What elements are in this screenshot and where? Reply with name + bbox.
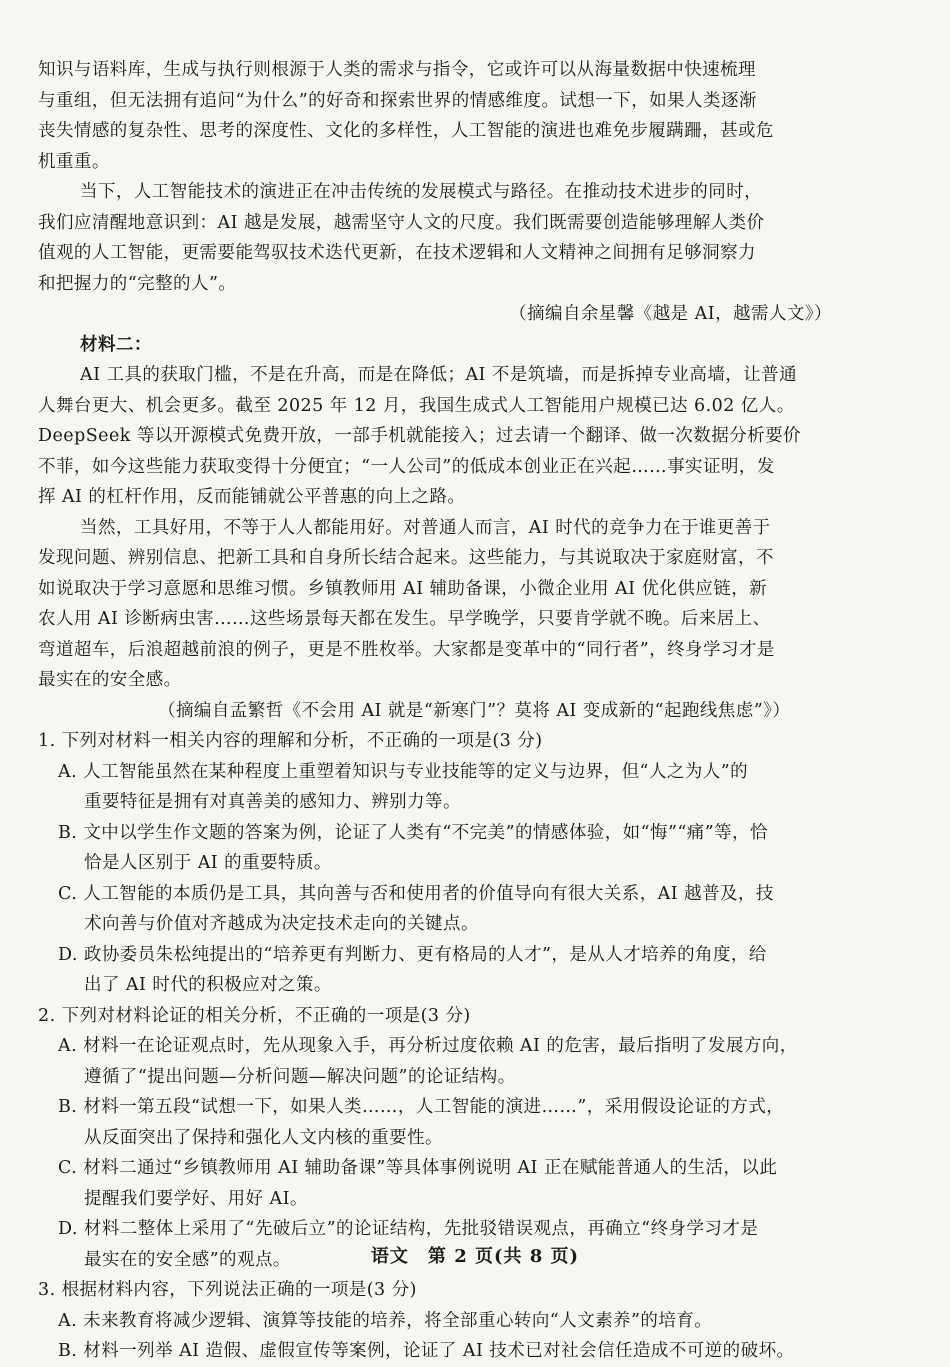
text-line: AI 工具的获取门槛，不是在升高，而是在降低；AI 不是筑墙，而是拆掉专业高墙，让普通 — [80, 365, 798, 385]
text-line: A. 未来教育将减少逻辑、演算等技能的培养，将全部重心转向“人文素养”的培育。 — [58, 1310, 713, 1331]
text-line: 丧失情感的复杂性、思考的深度性、文化的多样性，人工智能的演进也难免步履蹒跚，甚或危 — [38, 121, 774, 141]
text-line: A. 材料一在论证观点时，先从现象入手，再分析过度依赖 AI 的危害，最后指明了发展方向， — [58, 1036, 798, 1056]
text-line: 术向善与价值对齐越成为决定技术走向的关键点。 — [84, 914, 479, 934]
text-line: 人舞台更大、机会更多。截至 2025 年 12 月，我国生成式人工智能用户规模已达 6.02 亿人。 — [38, 395, 795, 416]
text-line: 值观的人工智能，更需要能驾驭技术迭代更新，在技术逻辑和人文精神之间拥有足够洞察力 — [38, 243, 756, 263]
text-line: A. 人工智能虽然在某种程度上重塑着知识与专业技能等的定义与边界，但“人之为人”的 — [58, 761, 749, 782]
text-line: B. 材料一列举 AI 造假、虚假宣传等案例，论证了 AI 技术已对社会信任造成不可逆的破坏。 — [58, 1341, 795, 1361]
text-line: 遵循了“提出问题—分析问题—解决问题”的论证结构。 — [84, 1066, 516, 1087]
text-line: 与重组，但无法拥有追问“为什么”的好奇和探索世界的情感维度。试想一下，如果人类逐渐 — [38, 90, 757, 111]
text-line: 当然，工具好用，不等于人人都能用好。对普通人而言，AI 时代的竞争力在于谁更善于 — [80, 517, 771, 538]
text-line: 如说取决于学习意愿和思维习惯。乡镇教师用 AI 辅助备课，小微企业用 AI 优化供应链，新 — [38, 578, 768, 599]
text-line: （摘编自余星馨《越是 AI，越需人文》） — [509, 304, 832, 324]
exam-page-body — [38, 55, 838, 1367]
text-line: 从反面突出了保持和强化人文内核的重要性。 — [84, 1127, 443, 1148]
text-line: 恰是人区别于 AI 的重要特质。 — [84, 853, 332, 873]
text-line: C. 材料二通过“乡镇教师用 AI 辅助备课”等具体事例说明 AI 正在赋能普通人的生活，以此 — [58, 1158, 778, 1178]
text-line: DeepSeek 等以开源模式免费开放，一部手机就能接入；过去请一个翻译、做一次数据分析要价 — [38, 426, 802, 446]
text-line: 出了 AI 时代的积极应对之策。 — [84, 975, 332, 995]
text-line: 机重重。 — [38, 151, 110, 172]
text-line: 挥 AI 的杠杆作用，反而能铺就公平普惠的向上之路。 — [38, 487, 466, 507]
text-line: 弯道超车，后浪超越前浪的例子，更是不胜枚举。大家都是变革中的“同行者”，终身学习才是 — [38, 639, 775, 660]
text-line: 材料二： — [80, 334, 152, 355]
text-line: 提醒我们要学好、用好 AI。 — [84, 1188, 308, 1209]
text-line: 1. 下列对材料一相关内容的理解和分析，不正确的一项是(3 分) — [38, 731, 543, 751]
text-line: 当下，人工智能技术的演进正在冲击传统的发展模式与路径。在推动技术进步的同时， — [80, 182, 763, 202]
text-line: 和把握力的“完整的人”。 — [38, 273, 237, 294]
text-line: 不菲，如今这些能力获取变得十分便宜；“一人公司”的低成本创业正在兴起……事实证明，发 — [38, 456, 775, 477]
text-line: （摘编自孟繁哲《不会用 AI 就是“新寒门”？莫将 AI 变成新的“起跑线焦虑”》） — [158, 700, 791, 721]
text-line: C. 人工智能的本质仍是工具，其向善与否和使用者的价值导向有很大关系，AI 越普及，技 — [58, 883, 774, 904]
text-line: D. 材料二整体上采用了“先破后立”的论证结构，先批驳错误观点，再确立“终身学习才是 — [58, 1219, 759, 1239]
text-line: 最实在的安全感”的观点。 — [84, 1249, 291, 1270]
text-line: 最实在的安全感。 — [38, 670, 182, 690]
text-line: 农人用 AI 诊断病虫害……这些场景每天都在发生。早学晚学，只要肯学就不晚。后来居上、 — [38, 609, 771, 629]
page-footer: 语文 第 2 页(共 8 页) — [370, 1246, 580, 1267]
text-line: B. 文中以学生作文题的答案为例，论证了人类有“不完美”的情感体验，如“悔”“痛”等，恰 — [58, 822, 768, 843]
text-line: 知识与语料库，生成与执行则根源于人类的需求与指令，它或许可以从海量数据中快速梳理 — [38, 60, 756, 80]
text-line: 发现问题、辨别信息、把新工具和自身所长结合起来。这些能力，与其说取决于家庭财富，不 — [38, 548, 774, 568]
text-line: 2. 下列对材料论证的相关分析，不正确的一项是(3 分) — [38, 1005, 471, 1026]
text-line: 重要特征是拥有对真善美的感知力、辨别力等。 — [84, 792, 461, 812]
text-line: 我们应清醒地意识到：AI 越是发展，越需坚守人文的尺度。我们既需要创造能够理解人类价 — [38, 212, 765, 233]
text-line: 3. 根据材料内容，下列说法正确的一项是(3 分) — [38, 1280, 417, 1300]
text-line: B. 材料一第五段“试想一下，如果人类……，人工智能的演进……”，采用假设论证的方式， — [58, 1097, 785, 1117]
text-line: D. 政协委员朱松纯提出的“培养更有判断力、更有格局的人才”，是从人才培养的角度，给 — [58, 944, 767, 965]
